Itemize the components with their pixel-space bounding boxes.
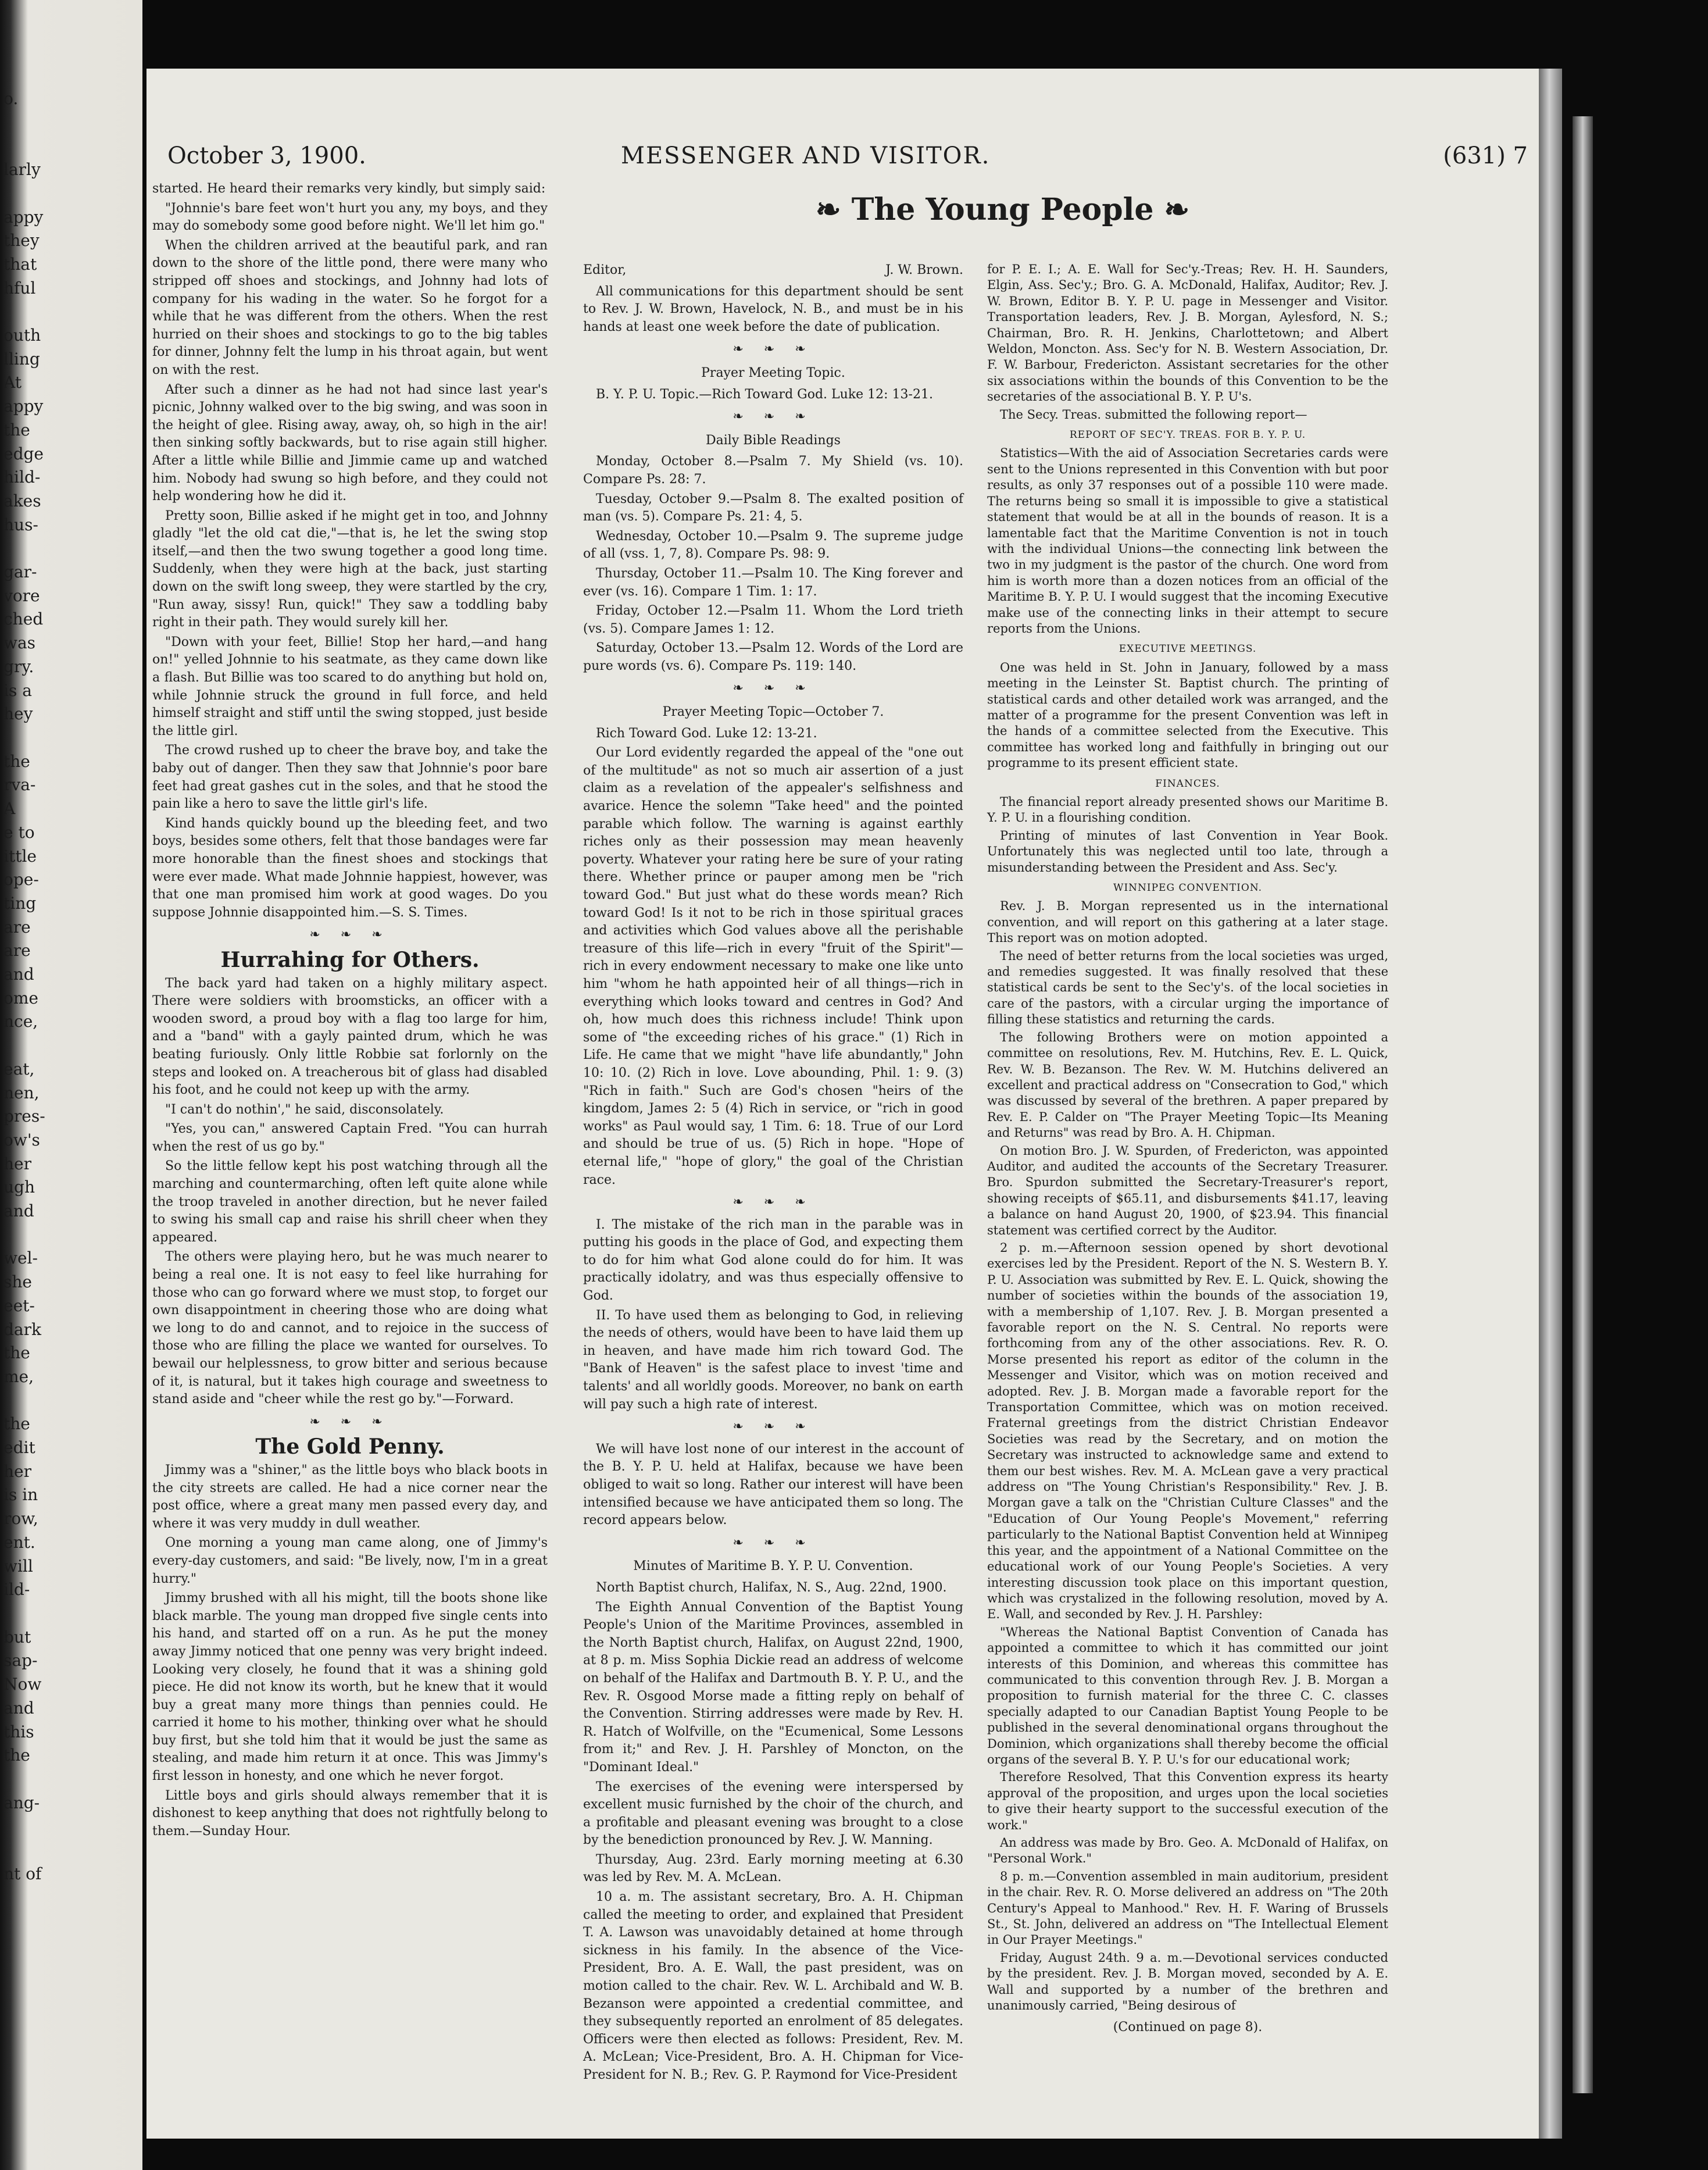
paragraph: The exercises of the evening were interspersed by excellent music furnished by the choir of the church, and a profitable and pleasant evening was brought to a close by the benediction pronounced by Rev. J. W. Manning. [583,1779,963,1848]
left-strip-fragment [3,1034,135,1058]
left-strip-fragment: ome [3,988,38,1008]
ornament-divider: ❧ ❧ ❧ [732,1419,814,1434]
left-strip-fragment: gar- [3,562,37,582]
left-strip-fragment: and [3,1698,34,1718]
left-strip-fragment: and [3,1201,34,1221]
continued-note: (Continued on page 8). [1113,2020,1263,2035]
left-strip-fragment [3,300,135,324]
editor-label: Editor, [583,263,627,277]
left-strip-fragment: that [3,254,37,274]
left-strip-fragment: hful [3,278,36,298]
left-strip-fragment: rva- [3,775,36,795]
left-strip-fragment: is a [3,680,32,700]
left-strip-fragment: they [3,231,40,251]
paragraph: The need of better returns from the local societies was urged, and remedies suggested. It was finally resolved that these statistical cards be sent to the Sec'y's. of the local societies in care of the pastors, with a circular urging the importance of filling these statistics and returning the cards. [987,948,1388,1027]
left-strip-fragment: are [3,917,31,937]
left-strip-fragment: gry. [3,656,34,676]
ornament-divider: ❧ ❧ ❧ [732,1195,814,1210]
ornament-divider: ❧ ❧ ❧ [309,1414,391,1429]
paragraph: The financial report already presented shows our Maritime B. Y. P. U. in a flourishing condition. [987,795,1388,825]
section-title: ❧ The Young People ❧ [816,192,1190,227]
left-strip-fragment [3,1768,135,1791]
article-heading: Hurrahing for Others. [220,947,480,972]
left-strip-fragment: this [3,1722,34,1741]
ornament-divider: ❧ ❧ ❧ [732,681,814,696]
left-strip-fragment: ched [3,609,44,629]
paragraph: One morning a young man came along, one of Jimmy's every-day customers, and said: "Be lively, now, I'm in a great hurry." [152,1536,548,1586]
paragraph: So the little fellow kept his post watching through all the marching and countermarching, often left quite alone while the troop traveled in another direction, but he never failed to swing his small cap and raise his shrill cheer when they appeared. [152,1159,548,1245]
article-heading: The Gold Penny. [255,1434,445,1459]
editor-name: J. W. Brown. [885,263,963,277]
left-strip-fragment: edit [3,1438,35,1458]
left-strip-fragment: sap- [3,1651,38,1671]
page-header [167,142,1528,177]
left-strip-fragment: ow's [3,1130,40,1150]
left-strip-fragment: hild- [3,467,41,487]
left-strip-fragment: larly [3,160,41,180]
paragraph: After such a dinner as he had not had since last year's picnic, Johnny walked over to the big swing, and was soon in the height of glee. Rising away, away, oh, so high in the air! then sinking softly backwards, but to rise again still higher. After a little while Billie and Jimmie came up and watched him. Nobody had swung so high before, and they could not help wondering how he did it. [152,382,548,504]
left-strip-fragment: her [3,1461,31,1481]
column-2 [583,262,963,2086]
left-strip-fragment: outh [3,326,41,345]
subheading: WINNIPEG CONVENTION. [1113,882,1263,894]
left-page-strip [3,87,135,1886]
paragraph: Rich Toward God. Luke 12: 13-21. [596,726,817,741]
page-edge [1539,69,1562,2139]
subheading: Prayer Meeting Topic. [701,365,845,380]
subheading: Prayer Meeting Topic—October 7. [662,705,884,720]
editor-line [583,262,963,280]
paragraph: Rev. J. B. Morgan represented us in the international convention, and will report on this gathering at a later stage. This report was on motion adopted. [987,899,1388,945]
left-strip-fragment: nen, [3,1083,40,1102]
paragraph: Printing of minutes of last Convention in Year Book. Unfortunately this was neglected until too late, through a misunderstanding between the President and Ass. Sec'y. [987,828,1388,875]
paragraph: When the children arrived at the beautiful park, and ran down to the shore of the little pond, there were many who stripped off shoes and stockings, and Johnny had lots of company for his wading in the water. So he forgot for a while that he was different from the others. When the rest hurried on their shoes and stockings to go to the big tables for dinner, Johnny felt the lump in his throat again, but went on with the rest. [152,238,548,377]
left-strip-fragment [3,182,135,206]
reading-item: Wednesday, October 10.—Psalm 9. The supreme judge of all (vss. 1, 7, 8). Compare Ps. 98: 9. [583,529,963,562]
paragraph: "Johnnie's bare feet won't hurt you any, my boys, and they may do somebody some good before night. We'll let him go." [152,201,548,234]
left-strip-fragment [3,1839,135,1862]
left-strip-fragment: nt of [3,1864,42,1883]
paragraph: Jimmy was a "shiner," as the little boys who black boots in the city streets are called. He had a nice corner near the post office, where a great many men passed every day, and where it was very muddy in dull weather. [152,1462,548,1531]
left-strip-fragment: is in [3,1485,38,1505]
paragraph: We will have lost none of our interest in the account of the B. Y. P. U. held at Halifax, because we have been obliged to wait so long. Rather our interest will have been intensified because we have anticipated them so long. The record appears below. [583,1441,963,1528]
left-strip-fragment [3,134,135,158]
left-strip-fragment: but [3,1627,31,1647]
paragraph: Little boys and girls should always remember that it is dishonest to keep anything that does not rightfully belong to them.—Sunday Hour. [152,1788,548,1839]
paragraph: Kind hands quickly bound up the bleeding feet, and two boys, besides some others, felt that those bandages were far more honorable than the finest shoes and stockings that were ever made. What made Johnnie happiest, however, was that one man promised him work at good wages. Do you suppose Johnnie disappointed him.—S. S. Times. [152,816,548,920]
paragraph: Jimmy brushed with all his might, till the boots shone like black marble. The young man dropped five single cents into his hand, and started off on a run. As he put the money away Jimmy noticed that one penny was very bright indeed. Looking very closely, he found that it was a shining gold piece. He did not know its worth, but he knew that it would buy a great many more things than pennies could. He carried it home to his mother, thinking over what he should buy first, but she told him that it would be just the same as stealing, and made him return it at once. This was Jimmy's first lesson in honesty, and one which he never forgot. [152,1591,548,1784]
left-strip-fragment: she [3,1272,32,1292]
paragraph: started. He heard their remarks very kindly, but simply said: [152,181,546,196]
paragraph: 10 a. m. The assistant secretary, Bro. A. H. Chipman called the meeting to order, and explained that President T. A. Lawson was unavoidably detained at home through sickness in his family. In the absence of the Vice-President, Bro. A. E. Wall, the past president, was on motion called to the chair. Rev. W. L. Archibald and W. B. Bezanson were appointed a credential committee, and they subsequently reported an enrolment of 85 delegates. Officers were then elected as follows: President, Rev. M. A. McLean; Vice-President, Bro. A. H. Chipman for Vice-President for N. B.; Rev. G. P. Raymond for Vice-President [583,1890,963,2082]
reading-item: Friday, October 12.—Psalm 11. Whom the Lord trieth (vs. 5). Compare James 1: 12. [583,604,963,636]
left-strip-fragment: hus- [3,515,38,534]
left-strip-fragment [3,1602,135,1626]
subheading: Daily Bible Readings [706,433,841,448]
paragraph: Therefore Resolved, That this Convention express its hearty approval of the proposition, and urges upon the local societies to give their hearty support to the successful execution of the work." [987,1770,1388,1832]
left-strip-fragment: eet- [3,1295,35,1315]
left-strip-fragment [3,537,135,561]
left-strip-fragment: was [3,633,36,653]
column-3 [987,262,1388,2039]
paragraph: "Down with your feet, Billie! Stop her hard,—and hang on!" yelled Johnnie to his seatmate, as they came down like a flash. But Billie was too scared to do anything but hold on, while Johnnie struck the ground in full force, and held himself straight and stiff until the swing stopped, just beside the little girl. [152,634,548,738]
paragraph: All communications for this department should be sent to Rev. J. W. Brown, Havelock, N. B., and must be in his hands at least one week before the date of publication. [583,284,963,334]
binding-edge [1573,116,1593,2093]
left-strip-fragment: row, [3,1509,38,1529]
left-strip-fragment: o. [3,89,19,108]
left-strip-fragment: ang- [3,1793,40,1812]
left-strip-fragment: the [3,1414,30,1434]
left-strip-fragment: the [3,751,30,771]
paragraph: 2 p. m.—Afternoon session opened by short devotional exercises led by the President. Report of the N. S. Western B. Y. P. U. Association was submitted by Rev. E. L. Quick, showing the number of societies within the bounds of the association 19, with a membership of 1,107. Rev. J. B. Morgan presented a favorable report on the N. S. Central. No reports were forthcoming from any of the other associations. Rev. R. O. Morse presented his report as editor of the column in the Messenger and Visitor, which was on motion received and adopted. Rev. J. B. Morgan made a favorable report for the Transportation Committee, which was on motion received. Fraternal greetings from the district Christian Endeavor Societies was read by the Secretary, and on motion the Secretary was instructed to acknowledge same and extend to them our best wishes. Rev. M. A. McLean gave a very practical address on "The Young Christian's Responsibility." Rev. J. B. Morgan gave a talk on the "Christian Culture Classes" and the "Education of Our Young People's Movement," referring particularly to the National Baptist Convention held at Winnipeg this year, and the appointment of a National Committee on the educational work of our Young People's Societies. A very interesting discussion took place on this important question, which was crystalized in the following resolution, moved by A. E. Wall, and seconded by Rev. J. H. Parshley: [987,1240,1388,1622]
left-strip-fragment [3,1223,135,1247]
paragraph: The crowd rushed up to cheer the brave boy, and take the baby out of danger. Then they saw that Johnnie's poor bare feet had great gashes cut in the soles, and that he stood the pain like a hero to save the little girl's life. [152,743,548,812]
column-1 [152,180,548,1842]
paragraph: I. The mistake of the rich man in the parable was in putting his goods in the place of God, and expecting them to do for him what God alone could do for him. It was practically idolatry, and was thus especially offensive to God. [583,1217,963,1304]
left-strip-fragment: edge [3,444,44,463]
left-strip-fragment: ent. [3,1532,35,1552]
paragraph: On motion Bro. J. W. Spurden, of Fredericton, was appointed Auditor, and audited the accounts of the Secretary Treasurer. Bro. Spurdon submitted the Secretary-Treasurer's report, showing receipts of $65.11, and disbursements $41.17, leaving a balance on hand August 20, 1900, of $23.94. This financial statement was certified correct by the Auditor. [987,1143,1388,1237]
ornament-divider: ❧ ❧ ❧ [309,927,391,943]
paragraph: Statistics—With the aid of Association Secretaries cards were sent to the Unions represented in this Convention with but poor results, as only 37 responses out of a possible 110 were made. The returns being so small it is impossible to give a statistical statement that would be at all in the bounds of reason. It is a lamentable fact that the Maritime Convention is not in touch with the individual Unions—the connecting link between the two in my judgment is the pastor of the church. One word from him is worth more than a dozen notices from an official of the Maritime B. Y. P. U. I would suggest that the incoming Executive make use of the connecting links in their attempt to secure reports from the Unions. [987,446,1388,636]
paragraph: B. Y. P. U. Topic.—Rich Toward God. Luke 12: 13-21. [596,387,933,402]
left-strip-fragment: ting [3,893,37,913]
paragraph: 8 p. m.—Convention assembled in main auditorium, president in the chair. Rev. R. O. Morse delivered an address on "The 20th Century's Appeal to Manhood." Rev. H. F. Waring of Brussels St., St. John, delivered an address on "The Intellectual Element in Our Prayer Meetings." [987,1869,1388,1947]
left-strip-fragment: the [3,420,30,440]
paragraph: "Yes, you can," answered Captain Fred. "You can hurrah when the rest of us go by." [152,1122,548,1154]
paragraph: An address was made by Bro. Geo. A. McDonald of Halifax, on "Personal Work." [987,1836,1388,1866]
left-strip-fragment: appy [3,207,44,227]
left-strip-fragment: ope- [3,870,39,890]
ornament-divider: ❧ ❧ ❧ [732,409,814,424]
left-strip-fragment [3,1815,135,1839]
left-strip-fragment: the [3,1746,30,1765]
left-strip-fragment: me, [3,1366,34,1386]
left-strip-fragment: ild- [3,1580,30,1600]
paragraph: The others were playing hero, but he was much nearer to being a real one. It is not easy to feel like hurrahing for those who can go forward where we must stop, to forget our own disappointment in cheering those who are doing what we long to do and cannot, and to rejoice in the success of those who are filling the place we wanted for ourselves. To bewail our helplessness, to grow bitter and serious because of it, is natural, but it takes high courage and sweetness to stand aside and "cheer while the rest go by."—Forward. [152,1250,548,1407]
paper-title: MESSENGER AND VISITOR. [621,142,991,169]
paragraph: The following Brothers were on motion appointed a committee on resolutions, Rev. M. Hutchins, Rev. E. L. Quick, Rev. W. B. Bezanson. The Rev. W. M. Hutchins delivered an excellent and practical address on "Consecration to God," which was discussed by several of the brethren. A paper prepared by Rev. E. P. Calder on "The Prayer Meeting Topic—Its Meaning and Returns" was read by Bro. A. H. Chipman. [987,1030,1388,1140]
paragraph: The Eighth Annual Convention of the Baptist Young People's Union of the Maritime Provinces, assembled in the North Baptist church, Halifax, on August 22nd, 1900, at 8 p. m. Miss Sophia Dickie read an address of welcome on behalf of the Halifax and Dartmouth B. Y. P. U., and the Rev. R. Osgood Morse made a fitting reply on behalf of the Convention. Stirring addresses were made by Rev. H. R. Hatch of Wolfville, on the "Ecumenical, Some Lessons from it;" and Rev. J. H. Parshley of Moncton, on the "Dominant Ideal." [583,1600,963,1775]
left-strip-fragment: will [3,1556,33,1576]
ornament-divider: ❧ ❧ ❧ [732,1535,814,1550]
left-strip-fragment [3,111,135,135]
left-strip-fragment [3,1389,135,1413]
ornament-divider: ❧ ❧ ❧ [732,342,814,357]
paragraph: II. To have used them as belonging to God, in relieving the needs of others, would have been to have laid them up in heaven, and have made him rich toward God. The "Bank of Heaven" is the safest place to invest 'time and talents' and all worldly goods. Moreover, no bank on earth will pay such a high rate of interest. [583,1308,963,1412]
left-strip-fragment: ittle [3,846,37,866]
subheading: FINANCES. [1155,777,1220,790]
leaf-ornament-icon: ❧ [816,192,852,227]
issue-date: October 3, 1900. [167,142,366,169]
reading-item: Monday, October 8.—Psalm 7. My Shield (vs. 10). Compare Ps. 28: 7. [583,454,963,487]
subheading: EXECUTIVE MEETINGS. [1119,643,1257,655]
left-strip-fragment: ugh [3,1177,35,1197]
paragraph: Thursday, Aug. 23rd. Early morning meeting at 6.30 was led by Rev. M. A. McLean. [583,1852,963,1885]
left-strip-fragment: lling [3,349,40,369]
left-strip-fragment: akes [3,491,41,511]
left-strip-fragment: nce, [3,1012,38,1032]
left-strip-fragment: the [3,1343,30,1363]
left-strip-fragment: wel- [3,1248,38,1268]
left-strip-fragment: dark [3,1319,41,1339]
paragraph: for P. E. I.; A. E. Wall for Sec'y.-Treas; Rev. H. H. Saunders, Elgin, Ass. Sec'y.; Bro. G. A. McDonald, Halifax, Auditor; Rev. J. W. Brown, Editor B. Y. P. U. page in Messenger and Visitor. Transportation leaders, Rev. J. B. Morgan, Aylesford, N. S.; Chairman, Bro. R. H. Jenkins, Charlottetown; and Albert Weldon, Moncton. Ass. Sec'y for N. B. Western Association, Dr. F. W. Barbour, Fredericton. Assistant secretaries for the other six associations within the bounds of this Convention to be the secretaries of the associational B. Y. P. U's. [987,262,1388,404]
left-strip-fragment: her [3,1154,31,1173]
reading-item: Saturday, October 13.—Psalm 12. Words of the Lord are pure words (vs. 6). Compare Ps. 119: 140. [583,641,963,673]
left-strip-fragment: appy [3,397,44,416]
paragraph: "I can't do nothin'," he said, disconsolately. [165,1102,444,1117]
left-strip-fragment: hey [3,704,33,724]
left-strip-fragment: vore [3,586,40,605]
paragraph: One was held in St. John in January, followed by a mass meeting in the Leinster St. Baptist church. The printing of statistical cards and other detailed work was arranged, and the matter of a programme for the present Convention was left in the hands of a committee selected from the Executive. This committee has worked long and faithfully in bringing out our programme to its present efficient state. [987,660,1388,770]
page-number: (631) 7 [1443,142,1528,169]
leaf-ornament-icon: ❧ [1153,192,1190,227]
paragraph: The Secy. Treas. submitted the following report— [1000,407,1307,422]
paragraph: Pretty soon, Billie asked if he might get in too, and Johnny gladly "let the old cat die,"—that is, he let the swing stop itself,—and then the two swung together a good long time. Suddenly, when they were high at the back, just starting down on the swift long sweep, they were startled by the cry, "Run away, sissy! Run, quick!" They saw a toddling baby right in their path. They would surely kill her. [152,508,548,630]
left-strip-fragment: Now [3,1675,42,1694]
left-strip-fragment: A [3,799,16,819]
subheading: REPORT OF SEC'Y. TREAS. FOR B. Y. P. U. [1069,429,1306,441]
left-strip-fragment: are [3,941,31,961]
paragraph: North Baptist church, Halifax, N. S., Aug. 22nd, 1900. [596,1580,947,1595]
reading-item: Thursday, October 11.—Psalm 10. The King forever and ever (vs. 16). Compare 1 Tim. 1: 17. [583,566,963,599]
paragraph: "Whereas the National Baptist Convention of Canada has appointed a committee to which it has committed our joint interests of this Dominion, and whereas this committee has communicated to this convention through Rev. J. B. Morgan a proposition to furnish material for the three C. C. classes specially adapted to our Canadian Baptist Young People to be published in the several denominational organs throughout the Dominion, which organizations shall thereby become the official organs of the several B. Y. P. U.'s for our educational work; [987,1625,1388,1766]
subheading: Minutes of Maritime B. Y. P. U. Convention. [633,1559,913,1574]
left-strip-fragment: and [3,965,34,984]
left-strip-fragment: pres- [3,1107,45,1126]
left-strip-fragment: eat, [3,1059,35,1079]
paragraph: Friday, August 24th. 9 a. m.—Devotional services conducted by the president. Rev. J. B. Morgan moved, seconded by A. E. Wall and supported by a number of the brethren and unanimously carried, "Being desirous of [987,1950,1388,2013]
left-strip-fragment: e to [3,822,35,842]
left-strip-fragment: At [3,373,22,392]
reading-item: Tuesday, October 9.—Psalm 8. The exalted position of man (vs. 5). Compare Ps. 21: 4, 5. [583,491,963,524]
left-strip-fragment [3,726,135,750]
paragraph: The back yard had taken on a highly military aspect. There were soldiers with broomsticks, an officer with a wooden sword, a proud boy with a flag too large for him, and a "band" with a gayly painted drum, which he was beating furiously. Only little Robbie sat forlornly on the steps and looked on. A treacherous bit of glass had disabled his foot, and he could not keep up with the army. [152,976,548,1098]
paragraph: Our Lord evidently regarded the appeal of the "one out of the multitude" as not so much air assertion of a just claim as a revelation of the appealer's selfishness and avarice. Hence the solemn "Take heed" and the pointed parable which follow. The warning is against earthly riches only as their possession may mean heavenly poverty. Whatever your rating here be sure of your rating there. Whether prince or pauper among men be "rich toward God." But just what do these words mean? Rich toward God! Is it not to be rich in those spiritual graces and activities which God values above all the perishable treasure of this life—rich in every "fruit of the Spirit"—rich in every endowment necessary to make one like unto him "whom he hath appointed heir of all things—rich in everything which looks toward and centres in God? And oh, how much does this richness include! Think upon some of "the exceeding riches of his grace." (1) Rich in Life. He came that we might "have life abundantly," John 10: 10. (2) Rich in love. Love abounding, Phil. 1: 9. (3) "Rich in faith." Such are God's chosen "heirs of the kingdom, James 2: 5 (4) Rich in service, or "rich in good works" as Paul would say, 1 Tim. 6: 18. True of our Lord and should be true of us. (5) Rich in hope. "Hope of eternal life," "hope of glory," the goal of the Christian race. [583,745,963,1187]
